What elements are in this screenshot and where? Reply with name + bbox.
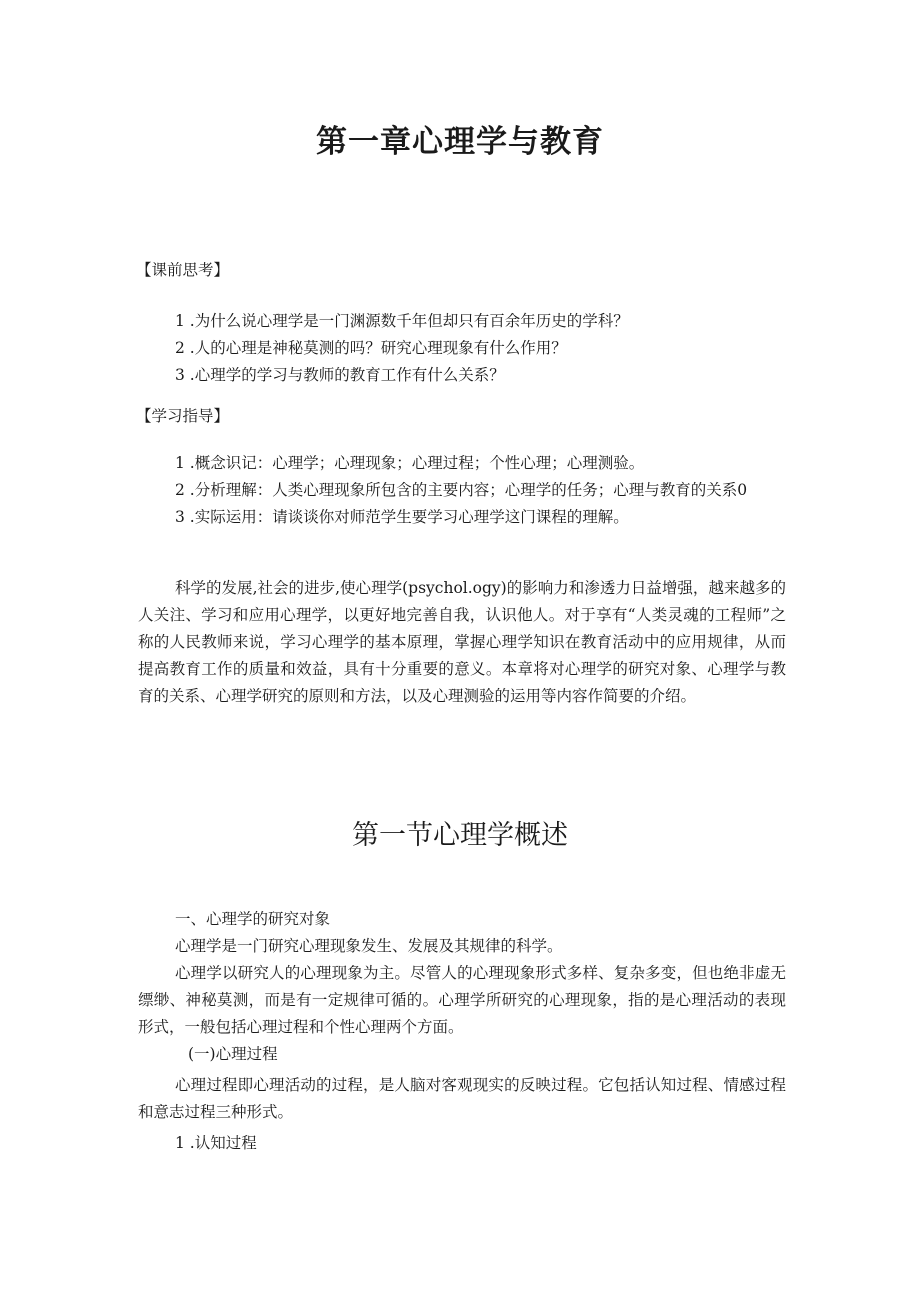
list-item: 3 .实际运用：请谈谈你对师范学生要学习心理学这门课程的理解。 xyxy=(175,508,629,526)
intro-section xyxy=(138,575,786,710)
intro-paragraph: 科学的发展,社会的进步,使心理学(psychol.ogy)的影响力和渗透力日益增强，越来越多的人关注、学习和应用心理学，以更好地完善自我，认识他人。对于享有“人类灵魂的工程师”之称的人民教师来说，学习心理学的基本原理，掌握心理学知识在教育活动中的应用规律，从而提高教育工作的质量和效益，具有十分重要的意义。本章将对心理学的研究对象、心理学与教育的关系、心理学研究的原则和方法，以及心理测验的运用等内容作简要的介绍。 xyxy=(138,579,786,705)
list-item: 1 .为什么说心理学是一门渊源数千年但却只有百余年历史的学科？ xyxy=(175,312,629,330)
study-guide-heading: 【学习指导】 xyxy=(136,407,230,425)
process-paragraph: 心理过程即心理活动的过程，是人脑对客观现实的反映过程。它包括认知过程、情感过程和意志过程三种形式。 xyxy=(138,1076,786,1121)
section1-body xyxy=(138,906,786,1157)
study-guide-items xyxy=(138,450,786,531)
section-title: 第一节心理学概述 xyxy=(352,820,568,851)
pre-class-heading: 【课前思考】 xyxy=(136,261,230,279)
chapter-title: 第一章心理学与教育 xyxy=(316,124,604,160)
cognition-heading: 1 .认知过程 xyxy=(175,1134,257,1152)
list-item: 2 .分析理解：人类心理现象所包含的主要内容；心理学的任务；心理与教育的关系0 xyxy=(175,481,748,499)
process-heading: (一)心理过程 xyxy=(188,1045,278,1063)
definition-text: 心理学是一门研究心理现象发生、发展及其规律的科学。 xyxy=(175,937,563,955)
list-item: 3 .心理学的学习与教师的教育工作有什么关系？ xyxy=(175,366,505,384)
subsection-heading: 一、心理学的研究对象 xyxy=(175,910,331,928)
list-item: 2 .人的心理是神秘莫测的吗？研究心理现象有什么作用？ xyxy=(175,339,567,357)
pre-class-questions xyxy=(138,308,786,389)
list-item: 1 .概念识记：心理学；心理现象；心理过程；个性心理；心理测验。 xyxy=(175,454,645,472)
body-paragraph: 心理学以研究人的心理现象为主。尽管人的心理现象形式多样、复杂多变，但也绝非虚无缥缈、神秘莫测，而是有一定规律可循的。心理学所研究的心理现象，指的是心理活动的表现形式，一般包括心理过程和个性心理两个方面。 xyxy=(138,964,786,1036)
